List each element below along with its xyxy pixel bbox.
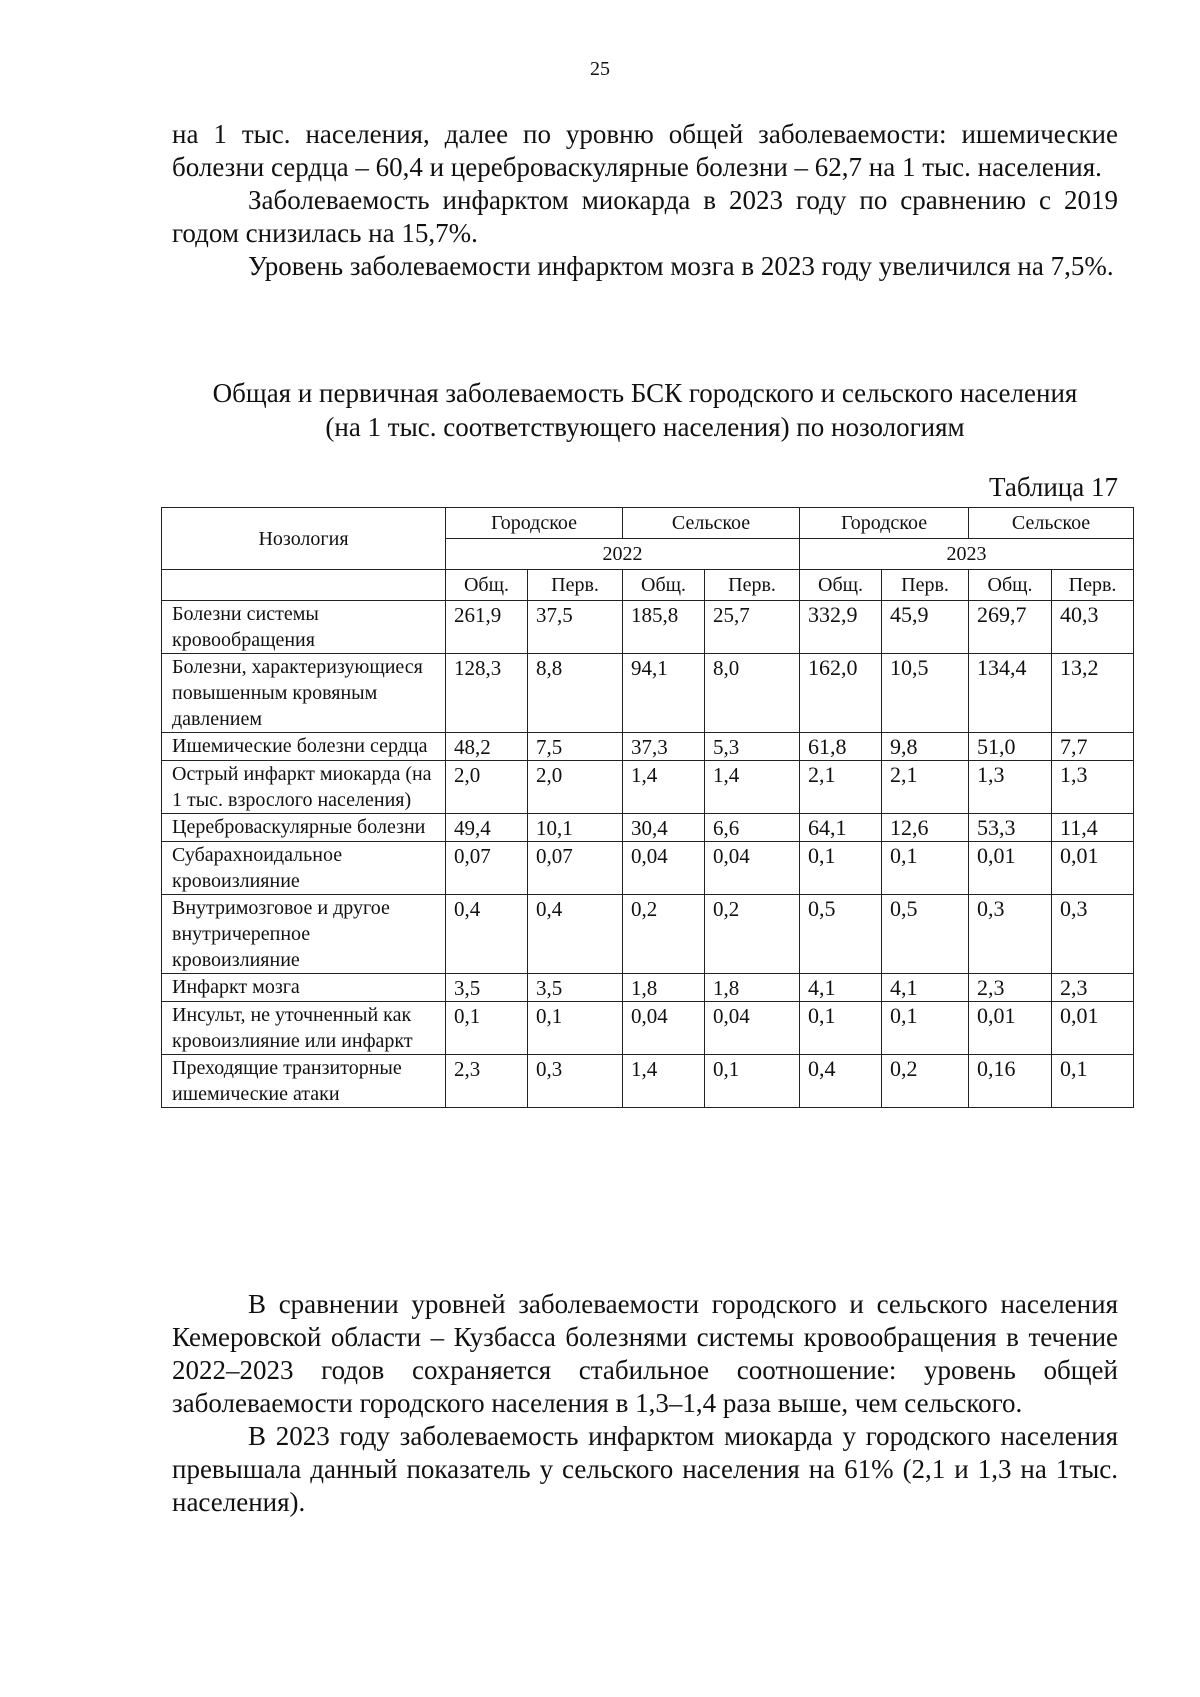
table-caption-line-1: Общая и первичная заболеваемость БСК городского и сельского населения bbox=[212, 378, 1078, 408]
value-cell: 53,3 bbox=[969, 814, 1052, 842]
table-row bbox=[162, 1055, 1134, 1108]
value-cell: 7,5 bbox=[528, 733, 623, 761]
value-cell: 2,0 bbox=[446, 761, 528, 814]
value-cell: 12,6 bbox=[882, 814, 969, 842]
table-body bbox=[162, 601, 1134, 1108]
table-row bbox=[162, 761, 1134, 814]
table-row bbox=[162, 601, 1134, 654]
value-cell: 0,5 bbox=[800, 895, 882, 974]
nosology-cell: Субарахноидальное кровоизлияние bbox=[162, 842, 446, 895]
value-cell: 0,1 bbox=[800, 1002, 882, 1055]
value-cell: 2,1 bbox=[800, 761, 882, 814]
header-sub-cell: Общ. bbox=[969, 570, 1052, 601]
value-cell: 0,1 bbox=[528, 1002, 623, 1055]
value-cell: 0,07 bbox=[446, 842, 528, 895]
table-caption bbox=[150, 376, 1140, 444]
value-cell: 261,9 bbox=[446, 601, 528, 654]
value-cell: 0,1 bbox=[882, 1002, 969, 1055]
value-cell: 0,16 bbox=[969, 1055, 1052, 1108]
table-row bbox=[162, 895, 1134, 974]
header-row-sub bbox=[162, 570, 1134, 601]
value-cell: 0,2 bbox=[705, 895, 800, 974]
value-cell: 64,1 bbox=[800, 814, 882, 842]
value-cell: 45,9 bbox=[882, 601, 969, 654]
header-nosology: Нозология bbox=[162, 508, 446, 570]
value-cell: 185,8 bbox=[623, 601, 705, 654]
nosology-cell: Преходящие транзиторные ишемические атаки bbox=[162, 1055, 446, 1108]
table-row bbox=[162, 733, 1134, 761]
nosology-cell: Цереброваскулярные болезни bbox=[162, 814, 446, 842]
value-cell: 3,5 bbox=[446, 974, 528, 1002]
header-sub-cell: Общ. bbox=[800, 570, 882, 601]
value-cell: 13,2 bbox=[1052, 654, 1134, 733]
outro-paragraph-2: В 2023 году заболеваемость инфарктом миокарда у городского населения превышала данный показатель у сельского населения на 61% (2,1 и 1,3 на 1тыс. населения). bbox=[172, 1421, 1118, 1517]
nosology-cell: Болезни, характеризующиеся повышенным кровяным давлением bbox=[162, 654, 446, 733]
value-cell: 0,3 bbox=[1052, 895, 1134, 974]
value-cell: 1,8 bbox=[623, 974, 705, 1002]
header-group-rural-2022: Сельское bbox=[623, 508, 800, 539]
header-sub-cell: Перв. bbox=[528, 570, 623, 601]
header-sub-cell: Общ. bbox=[623, 570, 705, 601]
value-cell: 2,3 bbox=[1052, 974, 1134, 1002]
value-cell: 134,4 bbox=[969, 654, 1052, 733]
value-cell: 1,4 bbox=[623, 1055, 705, 1108]
value-cell: 48,2 bbox=[446, 733, 528, 761]
value-cell: 0,04 bbox=[705, 1002, 800, 1055]
value-cell: 0,3 bbox=[528, 1055, 623, 1108]
outro-paragraph-1: В сравнении уровней заболеваемости городского и сельского населения Кемеровской области – Кузбасса болезнями системы кровообращения в течение 2022–2023 годов сохраняется стабильное соотношение: уровень общей заболеваемости городского населения в 1,3–1,4 раза выше, чем сельского. bbox=[172, 1289, 1118, 1418]
value-cell: 6,6 bbox=[705, 814, 800, 842]
value-cell: 94,1 bbox=[623, 654, 705, 733]
value-cell: 1,8 bbox=[705, 974, 800, 1002]
nosology-cell: Инсульт, не уточненный как кровоизлияние или инфаркт bbox=[162, 1002, 446, 1055]
value-cell: 8,0 bbox=[705, 654, 800, 733]
table-row bbox=[162, 814, 1134, 842]
value-cell: 2,3 bbox=[446, 1055, 528, 1108]
value-cell: 0,07 bbox=[528, 842, 623, 895]
value-cell: 0,1 bbox=[705, 1055, 800, 1108]
value-cell: 0,01 bbox=[1052, 842, 1134, 895]
value-cell: 0,3 bbox=[969, 895, 1052, 974]
table-label: Таблица 17 bbox=[989, 472, 1118, 502]
value-cell: 0,2 bbox=[882, 1055, 969, 1108]
value-cell: 128,3 bbox=[446, 654, 528, 733]
value-cell: 1,3 bbox=[1052, 761, 1134, 814]
page-number: 25 bbox=[590, 58, 610, 80]
value-cell: 1,4 bbox=[705, 761, 800, 814]
header-sub-cell: Перв. bbox=[1052, 570, 1134, 601]
header-row-groups bbox=[162, 508, 1134, 539]
morbidity-table bbox=[161, 507, 1134, 1108]
header-group-urban-2022: Городское bbox=[446, 508, 623, 539]
table-row bbox=[162, 842, 1134, 895]
intro-paragraph-2: Заболеваемость инфарктом миокарда в 2023 году по сравнению с 2019 годом снизилась на 15,7%. bbox=[172, 185, 1118, 248]
table-row bbox=[162, 654, 1134, 733]
value-cell: 61,8 bbox=[800, 733, 882, 761]
value-cell: 3,5 bbox=[528, 974, 623, 1002]
header-sub-cell: Общ. bbox=[446, 570, 528, 601]
intro-paragraph-1: на 1 тыс. населения, далее по уровню общей заболеваемости: ишемические болезни сердца – 60,4 и цереброваскулярные болезни – 62,7 на 1 тыс. населения. bbox=[172, 119, 1118, 182]
value-cell: 10,5 bbox=[882, 654, 969, 733]
value-cell: 5,3 bbox=[705, 733, 800, 761]
value-cell: 0,4 bbox=[446, 895, 528, 974]
value-cell: 0,1 bbox=[882, 842, 969, 895]
table-row bbox=[162, 1002, 1134, 1055]
value-cell: 0,4 bbox=[528, 895, 623, 974]
value-cell: 4,1 bbox=[800, 974, 882, 1002]
value-cell: 8,8 bbox=[528, 654, 623, 733]
value-cell: 9,8 bbox=[882, 733, 969, 761]
value-cell: 0,04 bbox=[623, 1002, 705, 1055]
header-sub-cell: Перв. bbox=[705, 570, 800, 601]
value-cell: 0,1 bbox=[446, 1002, 528, 1055]
value-cell: 7,7 bbox=[1052, 733, 1134, 761]
value-cell: 332,9 bbox=[800, 601, 882, 654]
value-cell: 1,4 bbox=[623, 761, 705, 814]
value-cell: 269,7 bbox=[969, 601, 1052, 654]
intro-text bbox=[172, 118, 1118, 283]
table-caption-line-2: (на 1 тыс. соответствующего населения) по нозологиям bbox=[325, 412, 965, 442]
nosology-cell: Острый инфаркт миокарда (на 1 тыс. взрослого населения) bbox=[162, 761, 446, 814]
value-cell: 37,5 bbox=[528, 601, 623, 654]
nosology-cell: Внутримозговое и другое внутричерепное кровоизлияние bbox=[162, 895, 446, 974]
value-cell: 0,4 bbox=[800, 1055, 882, 1108]
value-cell: 11,4 bbox=[1052, 814, 1134, 842]
value-cell: 40,3 bbox=[1052, 601, 1134, 654]
value-cell: 2,3 bbox=[969, 974, 1052, 1002]
intro-paragraph-3: Уровень заболеваемости инфарктом мозга в 2023 году увеличился на 7,5%. bbox=[248, 251, 1114, 281]
nosology-cell: Ишемические болезни сердца bbox=[162, 733, 446, 761]
value-cell: 25,7 bbox=[705, 601, 800, 654]
value-cell: 0,04 bbox=[623, 842, 705, 895]
table-row bbox=[162, 974, 1134, 1002]
value-cell: 37,3 bbox=[623, 733, 705, 761]
value-cell: 0,1 bbox=[1052, 1055, 1134, 1108]
value-cell: 2,0 bbox=[528, 761, 623, 814]
value-cell: 162,0 bbox=[800, 654, 882, 733]
value-cell: 0,01 bbox=[1052, 1002, 1134, 1055]
value-cell: 0,2 bbox=[623, 895, 705, 974]
outro-text bbox=[172, 1288, 1118, 1519]
value-cell: 0,04 bbox=[705, 842, 800, 895]
value-cell: 1,3 bbox=[969, 761, 1052, 814]
header-group-rural-2023: Сельское bbox=[969, 508, 1134, 539]
value-cell: 49,4 bbox=[446, 814, 528, 842]
nosology-cell: Болезни системы кровообращения bbox=[162, 601, 446, 654]
value-cell: 0,1 bbox=[800, 842, 882, 895]
header-group-urban-2023: Городское bbox=[800, 508, 969, 539]
value-cell: 2,1 bbox=[882, 761, 969, 814]
header-sub-empty bbox=[162, 570, 446, 601]
value-cell: 4,1 bbox=[882, 974, 969, 1002]
value-cell: 30,4 bbox=[623, 814, 705, 842]
header-year-2023: 2023 bbox=[800, 539, 1134, 570]
value-cell: 10,1 bbox=[528, 814, 623, 842]
header-year-2022: 2022 bbox=[446, 539, 800, 570]
header-sub-cell: Перв. bbox=[882, 570, 969, 601]
value-cell: 51,0 bbox=[969, 733, 1052, 761]
nosology-cell: Инфаркт мозга bbox=[162, 974, 446, 1002]
value-cell: 0,01 bbox=[969, 1002, 1052, 1055]
value-cell: 0,01 bbox=[969, 842, 1052, 895]
value-cell: 0,5 bbox=[882, 895, 969, 974]
